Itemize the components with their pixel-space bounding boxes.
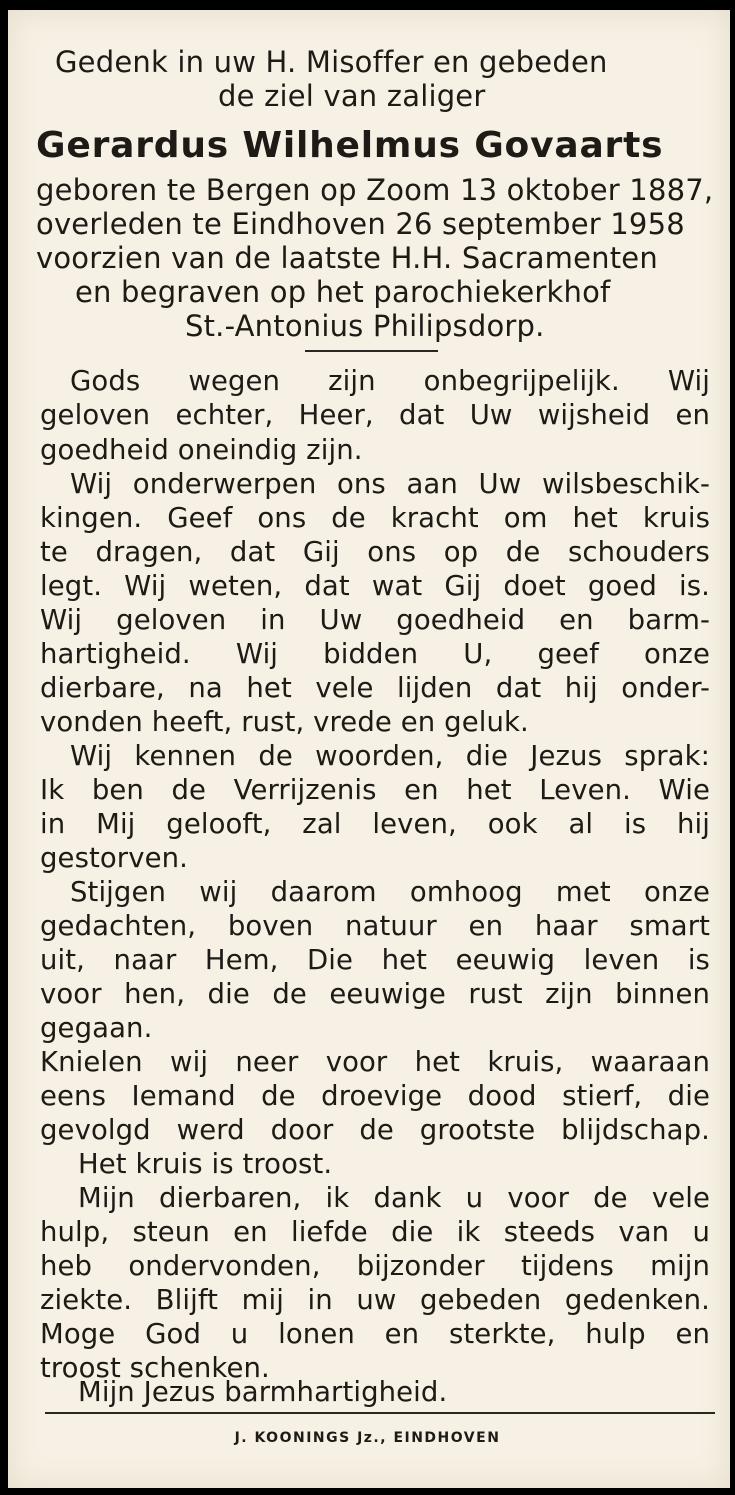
prayer-line: Wij geloven in Uw goedheid en barm-: [40, 604, 710, 636]
prayer-line: Gods wegen zijn onbegrijpelijk. Wij: [70, 365, 710, 397]
prayer-line: in Mij gelooft, zal leven, ook al is hij: [40, 808, 710, 840]
prayer-line: heb ondervonden, bijzonder tijdens mijn: [40, 1250, 710, 1282]
deceased-name: Gerardus Wilhelmus Govaarts: [36, 125, 664, 166]
prayer-line: Ik ben de Verrijzenis en het Leven. Wie: [40, 774, 710, 806]
divider-short: [305, 350, 438, 352]
death-line: overleden te Eindhoven 26 september 1958: [36, 207, 685, 241]
prayer-line: eens Iemand de droevige dood stierf, die: [40, 1080, 710, 1112]
prayer-line: gevolgd werd door de grootste blijdschap.: [40, 1114, 710, 1146]
prayer-line: gestorven.: [40, 842, 188, 874]
prayer-line: goedheid oneindig zijn.: [40, 434, 363, 466]
prayer-line: Wij kennen de woorden, die Jezus sprak:: [70, 740, 710, 772]
header-line-2: de ziel van zaliger: [218, 79, 486, 113]
birth-line: geboren te Bergen op Zoom 13 oktober 1887,: [36, 173, 714, 207]
prayer-line: geloven echter, Heer, dat Uw wijsheid en: [40, 399, 710, 431]
prayer-line: uit, naar Hem, Die het eeuwig leven is: [40, 944, 710, 976]
prayer-line: Stijgen wij daarom omhoog met onze: [70, 876, 710, 908]
prayer-line: legt. Wij weten, dat wat Gij doet goed is.: [40, 570, 710, 602]
divider-bottom: [45, 1412, 715, 1414]
prayer-line: dierbare, na het vele lijden dat hij onder-: [40, 672, 710, 704]
prayer-line: Moge God u lonen en sterkte, hulp en: [40, 1318, 710, 1350]
burial-line: en begraven op het parochiekerkhof: [75, 275, 611, 309]
prayer-line: voor hen, die de eeuwige rust zijn binnen: [40, 978, 710, 1010]
printer-credit: J. KOONINGS Jz., EINDHOVEN: [234, 1430, 501, 1446]
prayer-line: Knielen wij neer voor het kruis, waaraan: [40, 1046, 710, 1078]
prayer-line: Wij onderwerpen ons aan Uw wilsbeschik-: [70, 468, 710, 500]
prayer-line: troost schenken.: [40, 1352, 270, 1384]
prayer-line: hulp, steun en liefde die ik steeds van u: [40, 1216, 710, 1248]
header-line-1: Gedenk in uw H. Misoffer en gebeden: [55, 45, 608, 79]
prayer-line: Het kruis is troost.: [78, 1148, 333, 1180]
prayer-line: hartigheid. Wij bidden U, geef onze: [40, 638, 710, 670]
prayer-line: te dragen, dat Gij ons op de schouders: [40, 536, 710, 568]
prayer-line: gedachten, boven natuur en haar smart: [40, 910, 710, 942]
sacraments-line: voorzien van de laatste H.H. Sacramenten: [36, 241, 658, 275]
prayer-line: Mijn Jezus barmhartigheid.: [78, 1376, 448, 1408]
prayer-line: vonden heeft, rust, vrede en geluk.: [40, 706, 529, 738]
prayer-line: kingen. Geef ons de kracht om het kruis: [40, 502, 710, 534]
parish-line: St.-Antonius Philipsdorp.: [185, 309, 545, 343]
prayer-line: gegaan.: [40, 1012, 153, 1044]
prayer-line: ziekte. Blijft mij in uw gebeden gedenken.: [40, 1284, 710, 1316]
prayer-line: Mijn dierbaren, ik dank u voor de vele: [78, 1182, 710, 1214]
